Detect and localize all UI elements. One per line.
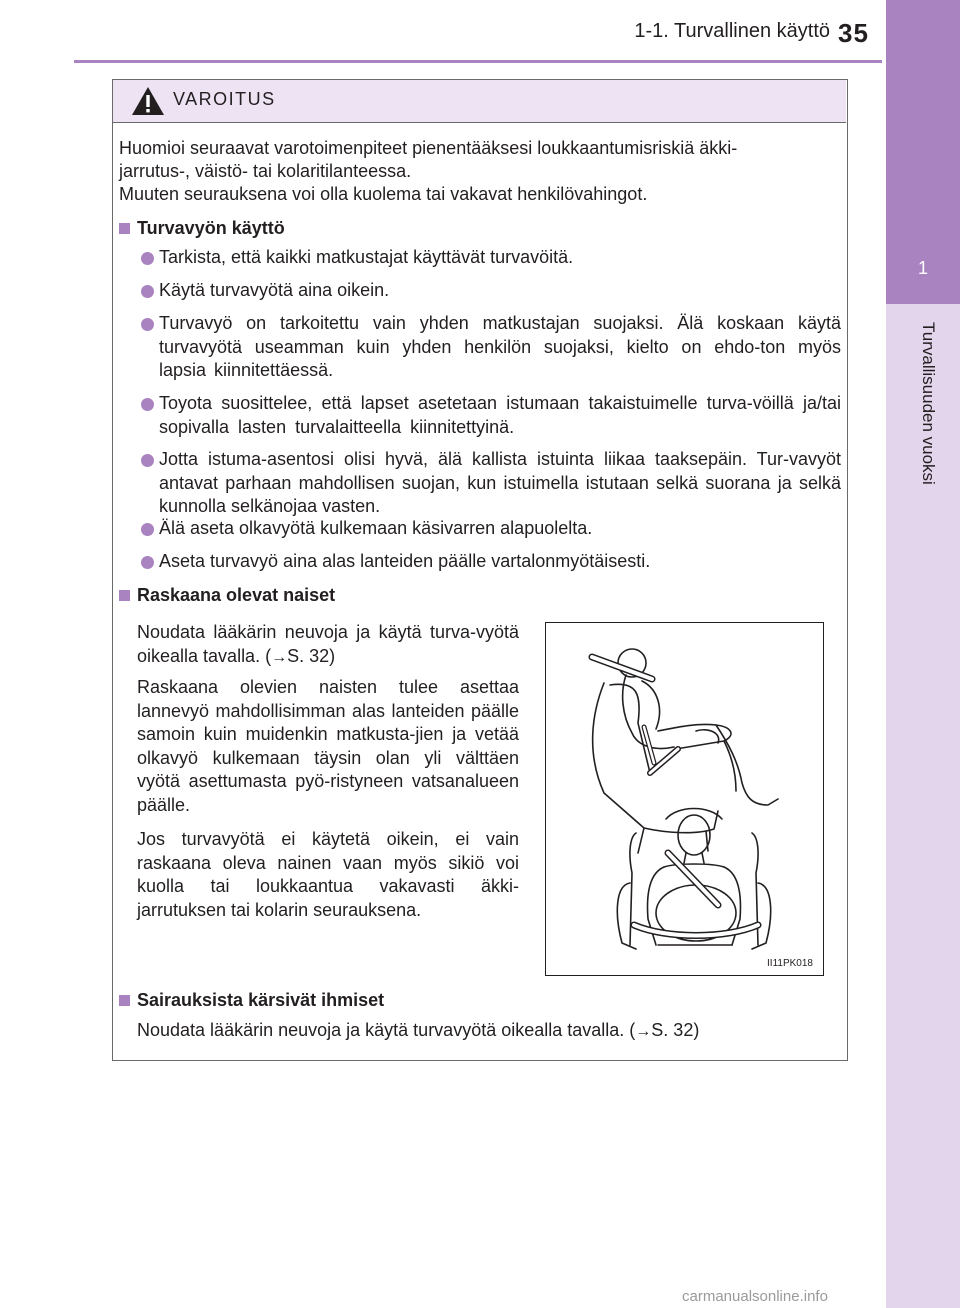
round-bullet-icon [141, 318, 154, 331]
bullet-text: Jotta istuma-asentosi olisi hyvä, älä kallista istuinta liikaa taaksepäin. Tur-vavyöt antavat parhaan mahdollisen suojan, kun istuimella istutaan selkä suorana ja selkä kunnolla selkänojaa vasten. [159, 449, 841, 516]
bullet-text: Toyota suosittelee, että lapset asetetaan istumaan takaistuimelle turva-vöillä ja/tai sopivalla lasten turvalaitteella kiinnitettyinä. [159, 393, 841, 437]
round-bullet-icon [141, 454, 154, 467]
watermark: carmanualsonline.info [682, 1288, 828, 1305]
chapter-title: Turvallisuuden vuoksi [919, 322, 938, 485]
intro-line: Huomioi seuraavat varotoimenpiteet pienentääksesi loukkaantumisriskiä äkki- [119, 138, 738, 158]
bullet-text: Älä aseta olkavyötä kulkemaan käsivarren alapuolelta. [159, 518, 593, 538]
right-arrow-icon: → [635, 1023, 652, 1040]
round-bullet-icon [141, 523, 154, 536]
warning-intro [119, 137, 841, 206]
running-header-section-title: 1-1. Turvallinen käyttö [634, 20, 830, 42]
pregnancy-paragraph [137, 621, 519, 669]
right-arrow-icon: → [271, 648, 288, 666]
section-heading: Turvavyön käyttö [137, 218, 285, 238]
round-bullet-icon [141, 252, 154, 265]
bullet-text: Käytä turvavyötä aina oikein. [159, 280, 390, 300]
pregnancy-paragraph: Jos turvavyötä ei käytetä oikein, ei vain raskaana oleva nainen vaan myös sikiö voi kuolla tai loukkaantua vakavasti äkki-jarrutuksen tai kolarin seurauksena. [137, 829, 519, 920]
seatbelt-pregnancy-illustration [545, 622, 824, 976]
bullet-text: Aseta turvavyö aina alas lanteiden päälle vartalonmyötäisesti. [159, 551, 651, 571]
paragraph-text: Noudata lääkärin neuvoja ja käytä turvavyötä oikealla tavalla. ( [137, 1020, 636, 1040]
pregnancy-paragraph: Raskaana olevien naisten tulee asettaa lannevyö mahdollisimman alas lanteiden päälle samoin kuin muidenkin matkusta-jien ja vetää olkavyö kulkemaan täysin olan yli välttäen vyötä asettumasta pyö-ristyneen vatsanalueen päälle. [137, 677, 519, 815]
round-bullet-icon [141, 285, 154, 298]
page-number: 35 [838, 18, 869, 48]
page-reference-link[interactable]: S. 32) [287, 645, 336, 666]
square-bullet-icon [119, 223, 130, 234]
bullet-text: Tarkista, että kaikki matkustajat käyttävät turvavöitä. [159, 247, 574, 267]
round-bullet-icon [141, 556, 154, 569]
header-divider [74, 60, 882, 63]
illustration-drawing [546, 623, 822, 953]
warning-box [112, 79, 848, 1061]
warning-triangle-icon [131, 86, 165, 116]
warning-title: VAROITUS [173, 89, 276, 109]
illness-paragraph [137, 1019, 841, 1043]
paragraph-text: Noudata lääkärin neuvoja ja käytä turva-vyötä oikealla tavalla. ( [137, 622, 519, 666]
bullet-text: Turvavyö on tarkoitettu vain yhden matkustajan suojaksi. Älä koskaan käytä turvavyötä useamman kuin yhden henkilön suojaksi, kielto on ehdo-ton myös lapsia kiinnitettäessä. [159, 313, 841, 380]
square-bullet-icon [119, 995, 130, 1006]
square-bullet-icon [119, 590, 130, 601]
section-heading: Sairauksista kärsivät ihmiset [137, 990, 385, 1010]
round-bullet-icon [141, 398, 154, 411]
section-heading: Raskaana olevat naiset [137, 585, 336, 605]
figure-code: II11PK018 [767, 958, 813, 969]
chapter-number: 1 [917, 258, 928, 278]
intro-line: Muuten seurauksena voi olla kuolema tai vakavat henkilövahingot. [119, 184, 648, 204]
page-reference-link[interactable]: S. 32) [651, 1020, 700, 1040]
warning-header [113, 80, 846, 123]
intro-line: jarrutus-, väistö- tai kolaritilanteessa. [119, 161, 412, 181]
